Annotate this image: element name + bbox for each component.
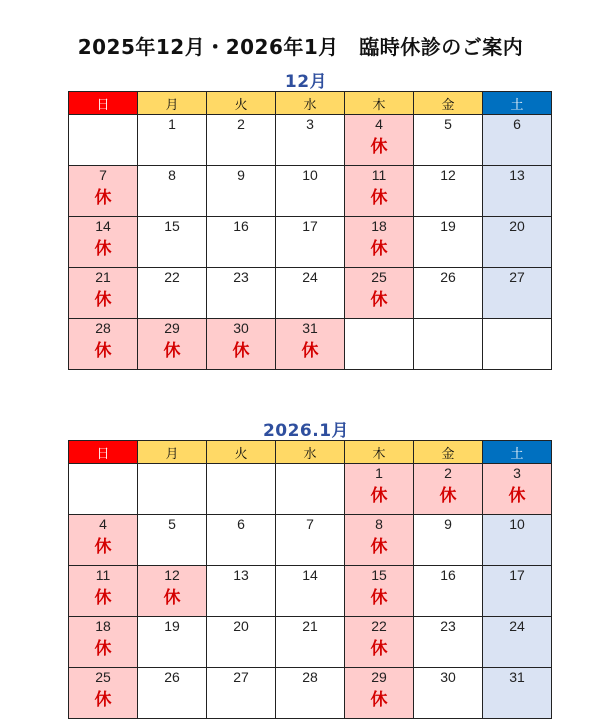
day-number: 11: [371, 167, 387, 183]
closed-label: 休: [94, 588, 112, 608]
day-number: 1: [375, 465, 383, 481]
weekday-header-tuesday: 火: [207, 441, 276, 464]
day-number: 2: [237, 116, 245, 132]
weekday-header-saturday: 土: [483, 92, 552, 115]
day-cell: [207, 217, 276, 268]
weekday-header-row: [69, 92, 552, 115]
day-cell: [69, 668, 138, 719]
day-cell: [138, 217, 207, 268]
day-cell: [207, 319, 276, 370]
day-cell: [138, 166, 207, 217]
weekday-header-sunday: 日: [69, 441, 138, 464]
closed-label: 休: [370, 537, 388, 557]
week-row: [69, 617, 552, 668]
day-number: 21: [95, 269, 111, 285]
day-cell: [207, 115, 276, 166]
closed-label: 休: [370, 239, 388, 259]
day-cell: [345, 115, 414, 166]
day-number: 20: [509, 218, 525, 234]
weekday-header-thursday: 木: [345, 441, 414, 464]
day-number: 4: [99, 516, 107, 532]
day-cell: [207, 166, 276, 217]
closed-label: 休: [370, 188, 388, 208]
weekday-header-sunday: 日: [69, 92, 138, 115]
closed-label: 休: [94, 639, 112, 659]
day-cell: [276, 217, 345, 268]
day-number: 17: [509, 567, 525, 583]
day-cell: [345, 515, 414, 566]
day-cell: [414, 617, 483, 668]
day-number: 18: [371, 218, 387, 234]
week-row: [69, 217, 552, 268]
day-cell: [69, 166, 138, 217]
day-number: 26: [440, 269, 456, 285]
day-cell: [138, 617, 207, 668]
day-number: 29: [371, 669, 387, 685]
day-cell: [414, 319, 483, 370]
day-number: 10: [509, 516, 525, 532]
day-cell: [483, 217, 552, 268]
day-cell: [483, 668, 552, 719]
day-cell: [345, 268, 414, 319]
week-row: [69, 268, 552, 319]
day-number: 30: [233, 320, 249, 336]
day-cell: [69, 464, 138, 515]
day-number: 5: [444, 116, 452, 132]
day-number: 19: [164, 618, 180, 634]
closed-label: 休: [94, 341, 112, 361]
weekday-header-wednesday: 水: [276, 92, 345, 115]
day-number: 23: [440, 618, 456, 634]
day-number: 28: [302, 669, 318, 685]
closed-label: 休: [370, 690, 388, 710]
week-row: [69, 319, 552, 370]
day-number: 5: [168, 516, 176, 532]
day-cell: [414, 115, 483, 166]
page-title: 2025年12月・2026年1月 臨時休診のご案内: [77, 35, 524, 59]
day-number: 15: [164, 218, 180, 234]
day-cell: [276, 319, 345, 370]
closed-label: 休: [301, 341, 319, 361]
day-number: 13: [509, 167, 525, 183]
day-cell: [207, 617, 276, 668]
week-row: [69, 668, 552, 719]
closed-label: 休: [439, 486, 457, 506]
closed-label: 休: [94, 239, 112, 259]
day-cell: [138, 319, 207, 370]
weekday-header-thursday: 木: [345, 92, 414, 115]
day-cell: [483, 617, 552, 668]
day-number: 14: [302, 567, 318, 583]
weekday-header-monday: 月: [138, 92, 207, 115]
day-cell: [138, 268, 207, 319]
closed-label: 休: [94, 188, 112, 208]
day-cell: [69, 268, 138, 319]
day-number: 3: [306, 116, 314, 132]
day-number: 1: [168, 116, 176, 132]
day-cell: [414, 217, 483, 268]
january-calendar-title: 2026.1月: [262, 421, 350, 441]
day-number: 24: [509, 618, 525, 634]
day-number: 21: [302, 618, 318, 634]
day-number: 23: [233, 269, 249, 285]
weekday-header-wednesday: 水: [276, 441, 345, 464]
weekday-header-monday: 月: [138, 441, 207, 464]
day-cell: [276, 268, 345, 319]
closed-label: 休: [370, 639, 388, 659]
day-number: 8: [375, 516, 383, 532]
day-cell: [276, 115, 345, 166]
day-number: 24: [302, 269, 318, 285]
day-cell: [483, 515, 552, 566]
day-cell: [345, 166, 414, 217]
day-cell: [414, 668, 483, 719]
day-cell: [276, 515, 345, 566]
day-number: 22: [164, 269, 180, 285]
day-cell: [483, 166, 552, 217]
day-number: 27: [233, 669, 249, 685]
day-number: 12: [440, 167, 456, 183]
weekday-header-tuesday: 火: [207, 92, 276, 115]
closed-label: 休: [370, 290, 388, 310]
day-cell: [138, 464, 207, 515]
day-number: 31: [302, 320, 318, 336]
closed-label: 休: [232, 341, 250, 361]
day-cell: [138, 668, 207, 719]
day-cell: [483, 115, 552, 166]
day-number: 13: [233, 567, 249, 583]
day-number: 15: [371, 567, 387, 583]
day-cell: [69, 115, 138, 166]
day-number: 12: [164, 567, 180, 583]
closed-label: 休: [508, 486, 526, 506]
day-cell: [69, 566, 138, 617]
day-cell: [345, 217, 414, 268]
week-row: [69, 166, 552, 217]
day-number: 25: [95, 669, 111, 685]
day-cell: [207, 566, 276, 617]
closed-label: 休: [370, 588, 388, 608]
day-number: 28: [95, 320, 111, 336]
day-number: 26: [164, 669, 180, 685]
week-row: [69, 515, 552, 566]
day-cell: [207, 515, 276, 566]
day-cell: [414, 566, 483, 617]
day-number: 27: [509, 269, 525, 285]
january-calendar: [68, 440, 552, 719]
day-cell: [276, 464, 345, 515]
day-cell: [138, 115, 207, 166]
day-cell: [483, 464, 552, 515]
day-number: 30: [440, 669, 456, 685]
day-number: 7: [306, 516, 314, 532]
day-number: 14: [95, 218, 111, 234]
day-number: 6: [513, 116, 521, 132]
day-number: 29: [164, 320, 180, 336]
day-cell: [276, 166, 345, 217]
closed-label: 休: [163, 588, 181, 608]
day-number: 9: [444, 516, 452, 532]
day-number: 20: [233, 618, 249, 634]
day-cell: [276, 668, 345, 719]
day-number: 10: [302, 167, 318, 183]
day-cell: [414, 515, 483, 566]
day-cell: [207, 268, 276, 319]
day-number: 6: [237, 516, 245, 532]
day-number: 16: [440, 567, 456, 583]
day-cell: [345, 668, 414, 719]
day-cell: [138, 566, 207, 617]
day-cell: [345, 319, 414, 370]
day-number: 16: [233, 218, 249, 234]
day-number: 18: [95, 618, 111, 634]
day-number: 11: [95, 567, 111, 583]
day-number: 3: [513, 465, 521, 481]
week-row: [69, 464, 552, 515]
day-cell: [345, 617, 414, 668]
day-cell: [483, 268, 552, 319]
day-cell: [69, 515, 138, 566]
day-number: 31: [509, 669, 525, 685]
closed-label: 休: [94, 290, 112, 310]
december-calendar-title: 12月: [284, 72, 328, 92]
day-number: 7: [99, 167, 107, 183]
day-number: 19: [440, 218, 456, 234]
weekday-header-saturday: 土: [483, 441, 552, 464]
day-cell: [414, 166, 483, 217]
closed-label: 休: [163, 341, 181, 361]
closed-label: 休: [94, 690, 112, 710]
day-cell: [276, 566, 345, 617]
day-cell: [69, 319, 138, 370]
day-number: 17: [302, 218, 318, 234]
week-row: [69, 566, 552, 617]
weekday-header-friday: 金: [414, 92, 483, 115]
day-cell: [69, 617, 138, 668]
day-number: 22: [371, 618, 387, 634]
day-cell: [414, 464, 483, 515]
day-cell: [345, 464, 414, 515]
day-cell: [207, 464, 276, 515]
day-cell: [345, 566, 414, 617]
day-cell: [207, 668, 276, 719]
day-cell: [414, 268, 483, 319]
closed-label: 休: [94, 537, 112, 557]
closed-label: 休: [370, 486, 388, 506]
day-cell: [483, 566, 552, 617]
closed-label: 休: [370, 137, 388, 157]
day-number: 25: [371, 269, 387, 285]
weekday-header-row: [69, 441, 552, 464]
day-number: 2: [444, 465, 452, 481]
day-number: 4: [375, 116, 383, 132]
day-number: 8: [168, 167, 176, 183]
december-calendar: [68, 91, 552, 370]
day-cell: [276, 617, 345, 668]
day-cell: [138, 515, 207, 566]
day-number: 9: [237, 167, 245, 183]
weekday-header-friday: 金: [414, 441, 483, 464]
day-cell: [483, 319, 552, 370]
day-cell: [69, 217, 138, 268]
week-row: [69, 115, 552, 166]
